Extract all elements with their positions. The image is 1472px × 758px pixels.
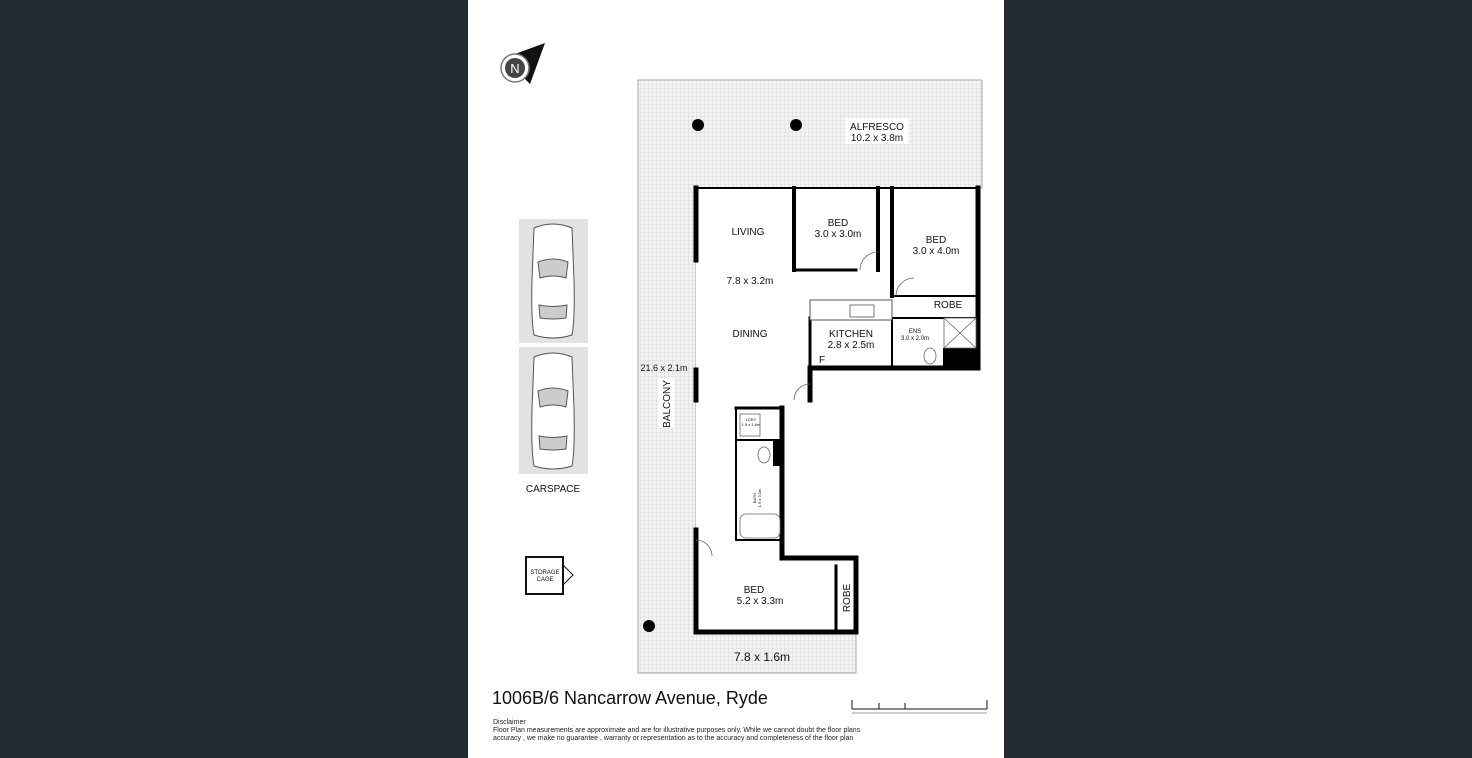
car-icon [532, 224, 575, 338]
floor-plan-diagram [468, 0, 1004, 758]
disclaimer-title: Disclaimer [493, 719, 526, 726]
disclaimer [493, 719, 993, 743]
carspace-label: CARSPACE [525, 484, 581, 495]
compass-letter: N [510, 61, 520, 76]
column [643, 620, 655, 632]
master-robe-label: ROBE [842, 583, 853, 613]
disclaimer-line-2: accuracy , we make no guarantee , warranty or representation as to the accuracy and completeness of the floor plan [493, 735, 854, 742]
dining-label: DINING [732, 329, 768, 340]
bed2-dims: 3.0 x 3.0m [814, 229, 862, 240]
storage-label-line2: CAGE [536, 577, 554, 583]
bed3-label: BED [925, 235, 947, 246]
ensuite-dims: 3.0 x 2.0m [900, 336, 930, 342]
floor-plan-sheet [468, 0, 1004, 758]
master-bed-label: BED [743, 585, 765, 596]
column [790, 119, 802, 131]
balcony-label: BALCONY [662, 380, 673, 428]
disclaimer-line-1: Floor Plan measurements are approximate and are for illustrative purposes only. While we cannot doubt the floor plans [493, 727, 861, 734]
balcony-dims: 21.6 x 2.1m [640, 363, 688, 373]
property-address: 1006B/6 Nancarrow Avenue, Ryde [492, 688, 768, 708]
column [692, 119, 704, 131]
bath-label: BATH [752, 492, 757, 504]
alfresco-dims: 10.2 x 3.8m [850, 133, 904, 144]
bed2-label: BED [827, 218, 849, 229]
scale-bar [852, 700, 987, 713]
ensuite-label: ENS [908, 329, 922, 335]
riser-block [773, 440, 783, 466]
kitchen-sink-icon [850, 305, 874, 317]
laundry-label: LDRY [745, 417, 757, 422]
kitchen-label: KITCHEN [829, 329, 873, 340]
kitchen-dims: 2.8 x 2.5m [827, 340, 875, 351]
master-bed-dims: 5.2 x 3.3m [736, 596, 784, 607]
laundry-dims: 1.5 x 1.6m [741, 422, 761, 427]
bath-dims: 1.6 x 3.0m [757, 488, 762, 508]
riser-block [943, 348, 978, 368]
fridge-label: F [818, 355, 826, 366]
storage-label-line1: STORAGE [530, 570, 560, 576]
living-label: LIVING [731, 227, 765, 238]
storage-cage [526, 557, 573, 594]
living-dims: 7.8 x 3.2m [726, 276, 774, 287]
alfresco-label: ALFRESCO [850, 122, 904, 133]
car-icon [532, 353, 575, 469]
bottom-balcony-dims: 7.8 x 1.6m [733, 650, 791, 664]
north-compass-icon [501, 43, 545, 84]
bed3-dims: 3.0 x 4.0m [912, 246, 960, 257]
robe-top-label: ROBE [933, 300, 963, 311]
carspace-area [519, 219, 588, 474]
